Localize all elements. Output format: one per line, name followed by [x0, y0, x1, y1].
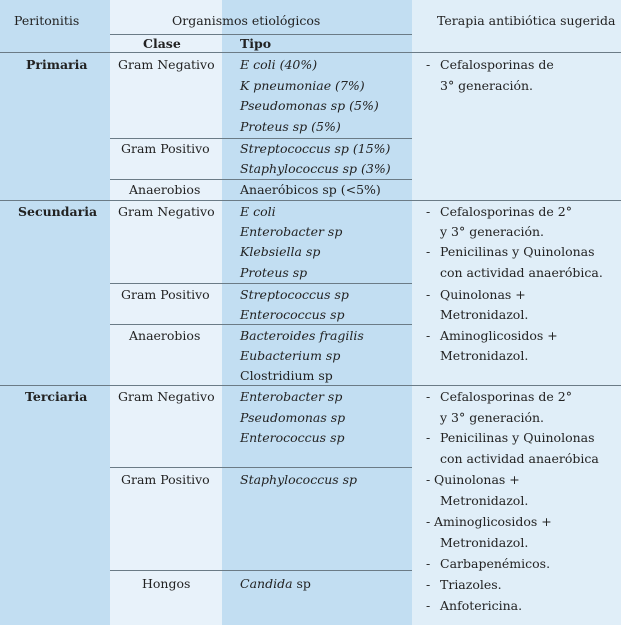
tipo-e-coli: E coli — [240, 204, 276, 219]
tipo-pseudomonas: Pseudomonas sp (5%) — [240, 98, 379, 113]
tipo-candida-name: Candida — [240, 576, 293, 591]
terapia-line: Cefalosporinas de 2° — [440, 204, 572, 219]
terapia-line: y 3° generación. — [440, 224, 545, 239]
tipo-eubacterium: Eubacterium sp — [240, 348, 341, 363]
terapia-line: Metronidazol. — [440, 493, 529, 508]
rule-under-header — [0, 52, 621, 53]
tipo-k-pneumoniae: K pneumoniae (7%) — [240, 78, 365, 93]
tipo-staphylococcus: Staphylococcus sp — [240, 472, 358, 487]
tipo-streptococcus: Streptococcus sp — [240, 287, 349, 302]
row-label-terciaria: Terciaria — [25, 389, 88, 404]
terapia-line: Cefalosporinas de 2° — [440, 389, 572, 404]
row-label-primaria: Primaria — [26, 57, 88, 72]
tipo-enterobacter: Enterobacter sp — [240, 224, 343, 239]
clase-gram-negativo: Gram Negativo — [118, 204, 215, 219]
terapia-line: Quinolonas + — [440, 287, 526, 302]
tipo-candida-suffix: sp — [292, 576, 311, 591]
header-tipo: Tipo — [240, 36, 272, 51]
tipo-enterococcus: Enterococcus sp — [240, 307, 345, 322]
bullet: - — [426, 430, 431, 445]
rule-primaria-end — [0, 200, 621, 201]
column-band-peritonitis — [0, 0, 110, 625]
tipo-enterococcus: Enterococcus sp — [240, 430, 345, 445]
tipo-klebsiella: Klebsiella sp — [240, 244, 321, 259]
tipo-streptococcus: Streptococcus sp (15%) — [240, 141, 391, 156]
terapia-line: Quinolonas + — [434, 472, 520, 487]
tipo-candida — [240, 576, 311, 591]
tipo-staphylococcus: Staphylococcus sp (3%) — [240, 161, 391, 176]
rule-secundaria-end — [0, 385, 621, 386]
rule-primaria-2 — [110, 179, 412, 180]
tipo-proteus: Proteus sp — [240, 265, 308, 280]
bullet: - — [426, 514, 431, 529]
clase-anaerobios: Anaerobios — [129, 328, 201, 343]
clase-gram-positivo: Gram Positivo — [121, 141, 210, 156]
terapia-line: Aminoglicosidos + — [440, 328, 558, 343]
clase-gram-negativo: Gram Negativo — [118, 389, 215, 404]
row-label-secundaria: Secundaria — [18, 204, 98, 219]
bullet: - — [426, 389, 431, 404]
bullet: - — [426, 328, 431, 343]
terapia-line: con actividad anaeróbica — [440, 451, 599, 466]
header-clase: Clase — [143, 36, 181, 51]
terapia-line: Cefalosporinas de — [440, 57, 554, 72]
clase-gram-negativo: Gram Negativo — [118, 57, 215, 72]
terapia-line: y 3° generación. — [440, 410, 545, 425]
clase-gram-positivo: Gram Positivo — [121, 472, 210, 487]
bullet: - — [426, 244, 431, 259]
bullet: - — [426, 472, 431, 487]
terapia-line: Metronidazol. — [440, 348, 529, 363]
tipo-pseudomonas: Pseudomonas sp — [240, 410, 346, 425]
terapia-line: Penicilinas y Quinolonas — [440, 244, 595, 259]
terapia-line: Metronidazol. — [440, 535, 529, 550]
tipo-proteus: Proteus sp (5%) — [240, 119, 341, 134]
terapia-line: con actividad anaeróbica. — [440, 265, 603, 280]
rule-primaria-1 — [110, 138, 412, 139]
column-band-clase — [110, 0, 222, 625]
bullet: - — [426, 204, 431, 219]
terapia-line: 3° generación. — [440, 78, 533, 93]
tipo-anaerobicos: Anaeróbicos sp (<5%) — [240, 182, 381, 197]
tipo-clostridium: Clostridium sp — [240, 368, 333, 383]
tipo-e-coli: E coli (40%) — [240, 57, 318, 72]
terapia-line: Carbapenémicos. — [440, 556, 551, 571]
clase-anaerobios: Anaerobios — [129, 182, 201, 197]
bullet: - — [426, 577, 431, 592]
rule-under-organismos — [110, 34, 412, 35]
terapia-line: Metronidazol. — [440, 307, 529, 322]
terapia-line: Anfotericina. — [440, 598, 523, 613]
rule-terciaria-1 — [110, 467, 412, 468]
rule-terciaria-2 — [110, 570, 412, 571]
bullet: - — [426, 287, 431, 302]
header-terapia: Terapia antibiótica sugerida — [437, 13, 616, 28]
rule-secundaria-1 — [110, 283, 412, 284]
terapia-line: Triazoles. — [440, 577, 502, 592]
terapia-line: Aminoglicosidos + — [434, 514, 552, 529]
header-peritonitis: Peritonitis — [14, 13, 80, 28]
clase-hongos: Hongos — [142, 576, 191, 591]
terapia-line: Penicilinas y Quinolonas — [440, 430, 595, 445]
tipo-enterobacter: Enterobacter sp — [240, 389, 343, 404]
header-organismos: Organismos etiológicos — [172, 13, 321, 28]
bullet: - — [426, 57, 431, 72]
rule-secundaria-2 — [110, 324, 412, 325]
bullet: - — [426, 556, 431, 571]
tipo-bacteroides: Bacteroides fragilis — [240, 328, 364, 343]
bullet: - — [426, 598, 431, 613]
clase-gram-positivo: Gram Positivo — [121, 287, 210, 302]
